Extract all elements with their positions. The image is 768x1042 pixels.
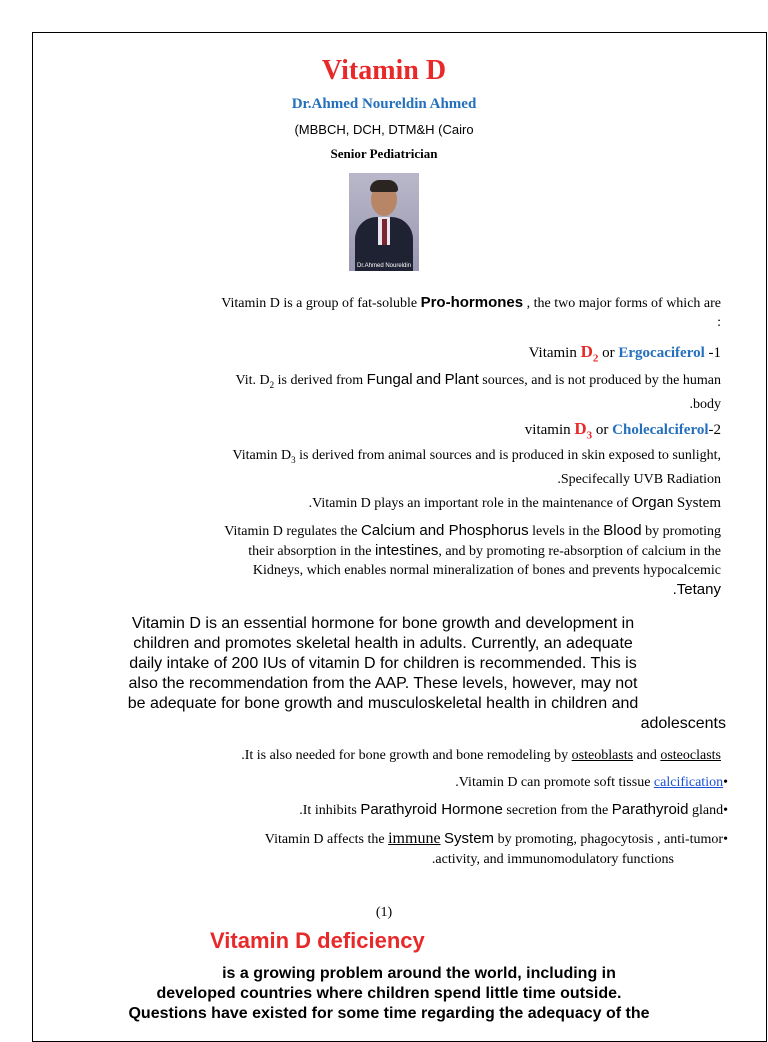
reg-calcium-phosphorus: Calcium and Phosphorus [361,522,529,539]
pth-text: .It inhibits [299,803,357,818]
d3-label: vitamin [524,422,571,438]
deficiency-line-2: developed countries where children spend little time outside. [156,985,622,1002]
bullet-soft-tissue [455,773,728,792]
pth-hormone: Parathyroid Hormone [360,801,503,818]
author-credentials: (MBBCH, DCH, DTM&H (Cairo [294,122,474,137]
bullet-icon: • [723,775,728,790]
calcification-link[interactable]: calcification [653,775,724,790]
photo-hair [370,180,398,192]
intro-colon: : [717,315,721,330]
d3-number: -2 [708,422,721,438]
intro-paragraph [41,293,721,332]
vitamin-d2-description [41,370,721,414]
d2-fungal: Fungal [366,371,413,388]
photo-tie [382,219,387,245]
pth-gland: gland [691,803,724,818]
bullet-icon: • [723,803,728,818]
regulation-paragraph [41,521,721,600]
deficiency-line-3: Questions have existed for some time regarding the adequacy of the [128,1005,650,1022]
essential-line-1: Vitamin D is an essential hormone for bone growth and development in [131,615,635,632]
vitamin-d3-description [41,446,721,489]
bone-remodeling-paragraph [241,746,721,765]
osteoblasts-term: osteoblasts [571,748,634,763]
d2-desc-b: is derived from [277,373,364,388]
reg-h: , and by promoting re-absorption of calcium in the [438,544,721,559]
d2-label: Vitamin [528,345,577,361]
d3-desc-sub: 3 [291,454,296,465]
pth-text-2: secretion from the [506,803,609,818]
d2-desc-a: Vit. D [235,373,270,388]
reg-e: by promoting [645,524,721,539]
d3-letter: $D_3$ [574,419,593,442]
intro-prohormones: Pro-hormones [420,294,524,311]
photo-caption: Dr.Ahmed Noureldin [356,263,412,269]
author-name: Dr.Ahmed Noureldin Ahmed [291,96,477,112]
system-word: System [676,495,721,511]
d2-number: -1 [708,345,721,361]
organ-word: Organ [631,494,674,511]
reg-c: levels in the [532,524,600,539]
osteoclasts-term: osteoclasts [660,748,721,763]
immune-text-2: by promoting, phagocytosis , anti-tumor [497,832,724,847]
d3-name: Cholecalciferol [612,422,709,438]
essential-line-5: be adequate for bone growth and musculoskeletal health in children and [127,695,639,712]
d3-desc-a: Vitamin D [232,448,292,463]
reg-blood: Blood [603,522,642,539]
author-photo [349,173,419,271]
soft-tissue-text: .Vitamin D can promote soft tissue [455,775,651,790]
pth-gland-name: Parathyroid [611,801,689,818]
essential-line-4: also the recommendation from the AAP. These levels, however, may not [128,675,638,692]
vitamin-d2-heading [529,342,721,368]
organ-text: .Vitamin D plays an important role in the maintenance of [308,496,629,511]
page-number: (1) [375,905,393,920]
d2-name: Ergocaciferol [618,345,705,361]
reg-intestines: intestines [374,542,439,559]
d2-desc-f: sources, and is not produced by the human [482,373,721,388]
d2-letter: $D_2$ [580,342,599,365]
bullet-parathyroid [299,800,728,820]
deficiency-line-1: is a growing problem around the world, including in [222,965,616,982]
d2-desc-g: .body [689,396,721,412]
essential-line-2: children and promotes skeletal health in adults. Currently, an adequate [133,635,633,652]
intro-text-2: , the two major forms of which are [526,296,721,311]
essential-line-3: daily intake of 200 IUs of vitamin D for children is recommended. This is [129,655,637,672]
bone-text: .It is also needed for bone growth and bone remodeling by [241,748,569,763]
d2-and: and [416,371,442,388]
immune-system-word: System [444,830,495,847]
immune-term: immune [388,830,441,847]
bone-and: and [636,748,657,763]
bullet-immune [265,829,728,849]
reg-i: Kidneys, which enables normal mineralization of bones and prevents hypocalcemic [252,563,721,578]
essential-hormone-paragraph [40,614,726,734]
immune-text-3: .activity, and immunomodulatory functions [431,852,674,867]
reg-tetany: .Tetany [672,581,721,598]
section-title: Vitamin D deficiency [210,928,425,953]
bullet-icon: • [723,832,728,847]
d3-desc-b: is derived from animal sources and is produced in skin exposed to sunlight, [299,448,721,463]
immune-text: Vitamin D affects the [264,832,385,847]
reg-f: their absorption in the [248,544,372,559]
d2-plant: Plant [444,371,479,388]
deficiency-paragraph [40,964,738,1024]
vitamin-d3-heading [525,419,721,445]
d2-desc-sub: 2 [269,379,275,390]
bullet-immune-continued [432,850,674,869]
page-title: Vitamin D [321,55,447,86]
essential-line-6: adolescents [640,715,726,732]
reg-a: Vitamin D regulates the [224,524,358,539]
d3-desc-c: .Specifecally UVB Radiation [557,471,721,487]
author-role: Senior Pediatrician [330,146,438,161]
intro-text: Vitamin D is a group of fat-soluble [221,296,418,311]
organ-system-paragraph [309,493,721,513]
d2-or: or [602,345,615,361]
d3-or: or [595,422,609,438]
